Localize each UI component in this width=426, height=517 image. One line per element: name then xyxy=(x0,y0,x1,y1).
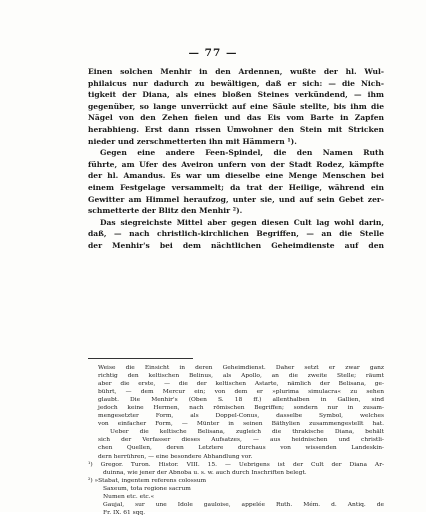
text-line: tigkeit der Diana, als eines bloßen Steines verkündend, — ihm xyxy=(88,90,384,100)
footnote-line: duinna, wie jener der Abnoba u. s. w. auch durch Inschriften belegt. xyxy=(103,469,307,476)
text-line: daß, — nach christlich-kirchlichen Begriffen, — an die Stelle xyxy=(88,229,384,239)
text-line: Gewitter am Himmel heraufzog, unter sie, und auf sein Gebet zer- xyxy=(88,194,384,204)
footnote-line: ²) »Stabat, ingentem referens colossum xyxy=(88,477,207,484)
footnote-line: dern herrühren, — eine besondere Abhandlung vor. xyxy=(98,453,253,460)
text-line: Gegen eine andere Feen-Spindel, die den Namen Ruth xyxy=(100,148,384,158)
footnote-line: sich der Verfasser dieses Aufsatzes, — aus heidnischen und christli- xyxy=(98,437,384,444)
footnote-line: jedoch keine Hermen, nach römischen Begriffen; sondern nur in zusam- xyxy=(98,405,384,412)
text-line: nieder und zerschmetterten ihn mit Hämmern ¹). xyxy=(88,136,297,146)
footnote-line: richtig den keltischen Belinus, als Apollo, an die zweite Stelle; räumt xyxy=(98,373,384,380)
text-line: schmetterte der Blitz den Menhir ²). xyxy=(88,206,243,216)
text-line: der Menhir's bei dem nächtlichen Geheimdienste auf den xyxy=(88,240,384,250)
footnote-divider xyxy=(88,358,193,359)
text-line: philaicus nur dadurch zu bewältigen, daß er sich: — die Nich- xyxy=(88,78,384,88)
footnote-line: Gaujal, sur une Idole gauloise, appelée Ruth. Mém. d. Antiq. de xyxy=(103,501,384,508)
footnote-line: ¹) Gregor. Turon. Histor. VIII. 15. — Uebrigens ist der Cult der Diana Ar- xyxy=(88,461,384,468)
footnote-line: mengesetzter Form, als Doppel-Conus, dasselbe Symbol, welches xyxy=(98,413,384,420)
text-line: der hl. Amandus. Es war um dieselbe eine Menge Menschen bei xyxy=(88,171,384,181)
text-line: Nägel von den Zehen fielen und das Eis vom Barte in Zapfen xyxy=(88,113,384,123)
footnote-line: Fr. IX. 61 sqq. xyxy=(103,509,146,516)
text-line: führte, am Ufer des Aveiron unfern von der Stadt Rodez, kämpfte xyxy=(88,159,384,169)
footnote-line: Weise die Einsicht in deren Geheimdienst. Daher setzt er zwar ganz xyxy=(98,365,384,371)
footnote-line: Ueber die keltische Belisana, zugleich die thrakische Diana, behält xyxy=(110,429,384,436)
footnote-line: Numen etc. etc.« xyxy=(103,493,155,500)
main-text xyxy=(88,66,384,252)
text-line: einem Festgelage versammelt; da trat der Heilige, während ein xyxy=(88,182,384,192)
footnotes xyxy=(88,364,384,517)
footnote-line: aber die erste, — die der keltischen Astarte, nämlich der Belisana, ge- xyxy=(98,381,384,388)
footnote-line: glaubt. Die Menhir's (Oben S. 18 ff.) allenthalben in Gallien, sind xyxy=(98,397,384,404)
footnote-line: Saxeum, tota regione sacrum xyxy=(103,485,191,492)
footnote-line: chen Quellen, deren Letztere durchaus von wissenden Landeskin- xyxy=(98,445,384,452)
page-number: — 77 — xyxy=(188,47,238,59)
text-line: herabhieng. Erst dann rissen Umwohner den Stein mit Stricken xyxy=(88,124,384,134)
footnote-line: von einfacher Form, — Münter in seinen Bäthylien zusammengestellt hat. xyxy=(98,421,384,428)
text-line: Einen solchen Menhir in den Ardennen, wußte der hl. Wul- xyxy=(88,67,384,76)
text-line: Das siegreichste Mittel aber gegen diesen Cult lag wohl darin, xyxy=(100,217,384,227)
text-line: gegenüber, so lange unverrückt auf eine Säule stellte, bis ihm die xyxy=(88,101,384,111)
footnote-line: bührt, — dem Mercur ein; von dem er »plurima simulacra« zu sehen xyxy=(98,389,384,396)
